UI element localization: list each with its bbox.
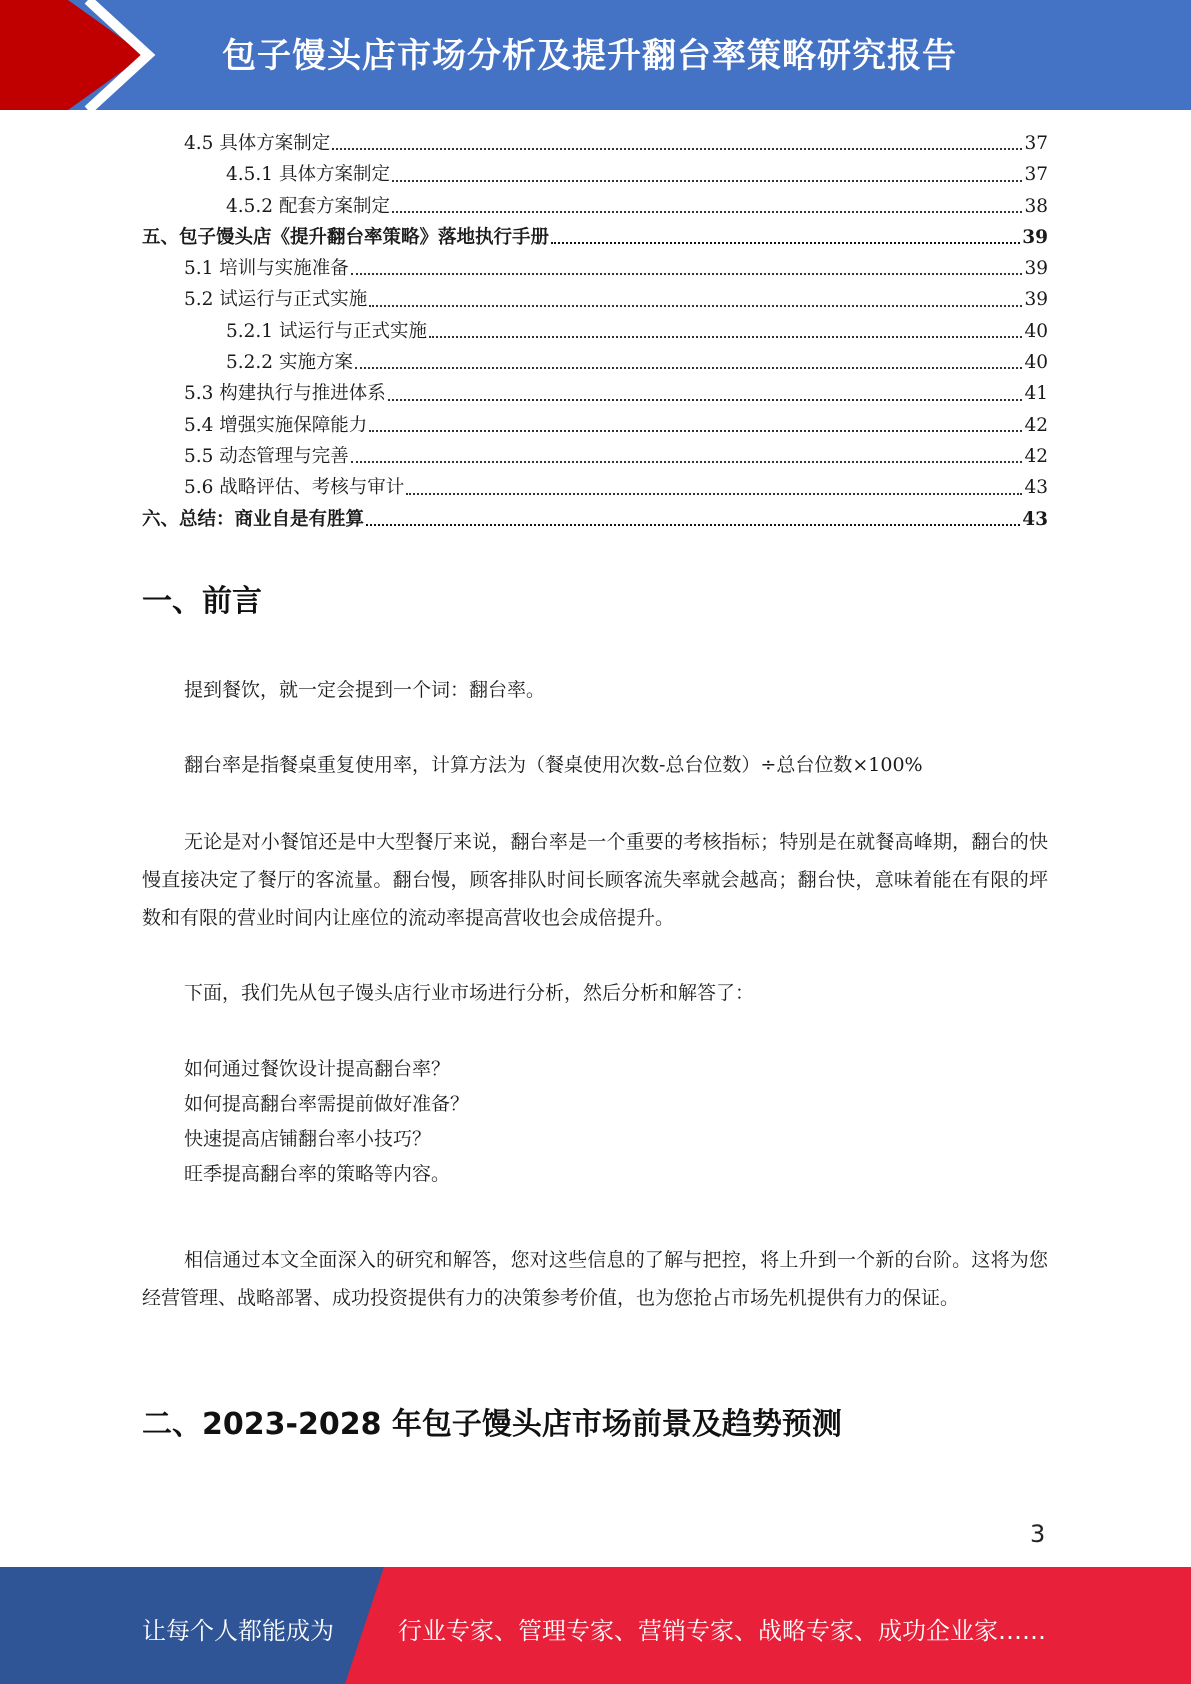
toc-entry-page: 37 — [1024, 133, 1048, 154]
footer-slogan-right: 行业专家、管理专家、营销专家、战略专家、成功企业家…… — [398, 1617, 1046, 1645]
toc-entry-label: 5.2 试运行与正式实施 — [184, 289, 368, 311]
section-heading-preface: 一、前言 — [142, 584, 262, 619]
table-of-contents — [142, 128, 1048, 535]
toc-entry-label: 4.5.2 配套方案制定 — [226, 195, 390, 217]
toc-entry[interactable] — [142, 128, 1048, 159]
paragraph: 下面，我们先从包子馒头店行业市场进行分析，然后分析和解答了： — [184, 982, 755, 1004]
toc-entry[interactable] — [142, 284, 1048, 315]
question-list — [184, 1052, 469, 1192]
toc-entry-label: 5.5 动态管理与完善 — [184, 445, 349, 467]
toc-entry-page: 39 — [1024, 258, 1048, 280]
toc-entry[interactable] — [142, 253, 1048, 284]
toc-entry-label: 4.5 具体方案制定 — [184, 133, 331, 154]
toc-dot-leader — [366, 523, 1020, 526]
paragraph: 提到餐饮，就一定会提到一个词：翻台率。 — [184, 679, 546, 701]
toc-entry[interactable] — [142, 410, 1048, 441]
toc-entry-label: 4.5.1 具体方案制定 — [226, 164, 390, 186]
toc-entry-page: 41 — [1024, 383, 1048, 405]
toc-entry-label: 5.4 增强实施保障能力 — [184, 414, 368, 436]
list-item: 如何通过餐饮设计提高翻台率？ — [184, 1058, 451, 1080]
toc-dot-leader — [369, 304, 1022, 307]
toc-entry-page: 40 — [1024, 320, 1048, 342]
toc-entry[interactable] — [142, 504, 1048, 535]
toc-entry[interactable] — [142, 191, 1048, 222]
footer-slogan-left: 让每个人都能成为 — [142, 1617, 334, 1645]
page-header — [0, 0, 1191, 110]
toc-entry[interactable] — [142, 378, 1048, 409]
toc-entry-label: 5.3 构建执行与推进体系 — [184, 383, 386, 405]
toc-dot-leader — [351, 272, 1023, 275]
header-title: 包子馒头店市场分析及提升翻台率策略研究报告 — [222, 36, 957, 76]
toc-entry-page: 43 — [1024, 477, 1048, 499]
toc-dot-leader — [392, 179, 1022, 182]
toc-entry[interactable] — [142, 472, 1048, 503]
toc-dot-leader — [351, 460, 1023, 463]
toc-entry-page: 42 — [1024, 445, 1048, 467]
toc-entry[interactable] — [142, 441, 1048, 472]
toc-dot-leader — [332, 147, 1022, 150]
toc-entry-label: 5.2.1 试运行与正式实施 — [226, 320, 427, 342]
toc-entry-label: 5.2.2 实施方案 — [226, 352, 353, 374]
list-item: 旺季提高翻台率的策略等内容。 — [184, 1163, 451, 1185]
toc-entry[interactable] — [142, 222, 1048, 253]
toc-entry-page: 42 — [1024, 414, 1048, 436]
paragraph: 无论是对小餐馆还是中大型餐厅来说，翻台率是一个重要的考核指标；特别是在就餐高峰期，翻台的快慢直接决定了餐厅的客流量。翻台慢，顾客排队时间长顾客流失率就会越高；翻台快，意味着能在有限的坪数和有限的营业时间内让座位的流动率提高营收也会成倍提升。 — [142, 831, 1048, 929]
toc-dot-leader — [429, 335, 1022, 338]
toc-entry-page: 43 — [1022, 508, 1048, 530]
toc-entry[interactable] — [142, 316, 1048, 347]
toc-dot-leader — [406, 492, 1022, 495]
toc-dot-leader — [392, 210, 1022, 213]
toc-dot-leader — [551, 241, 1020, 244]
paragraph: 相信通过本文全面深入的研究和解答，您对这些信息的了解与把控，将上升到一个新的台阶。这将为您经营管理、战略部署、成功投资提供有力的决策参考价值，也为您抢占市场先机提供有力的保证。 — [142, 1249, 1048, 1309]
section-heading-forecast: 二、2023-2028 年包子馒头店市场前景及趋势预测 — [142, 1407, 842, 1442]
toc-entry-page: 37 — [1024, 164, 1048, 186]
toc-entry-label: 5.1 培训与实施准备 — [184, 258, 349, 280]
toc-entry-label: 五、包子馒头店《提升翻台率策略》落地执行手册 — [142, 226, 550, 248]
toc-entry-label: 5.6 战略评估、考核与审计 — [184, 477, 405, 499]
toc-entry[interactable] — [142, 159, 1048, 190]
toc-entry-page: 38 — [1024, 195, 1048, 217]
toc-entry-label: 六、总结：商业自是有胜算 — [142, 508, 365, 530]
toc-dot-leader — [355, 366, 1023, 369]
list-item: 如何提高翻台率需提前做好准备？ — [184, 1093, 470, 1115]
paragraph: 翻台率是指餐桌重复使用率，计算方法为（餐桌使用次数-总台位数）÷总台位数×100% — [184, 754, 923, 776]
toc-entry[interactable] — [142, 347, 1048, 378]
list-item: 快速提高店铺翻台率小技巧？ — [184, 1128, 432, 1150]
page-number: 3 — [1030, 1520, 1046, 1548]
toc-entry-page: 39 — [1024, 289, 1048, 311]
toc-entry-page: 39 — [1022, 226, 1048, 248]
page-footer — [0, 1567, 1191, 1684]
header-red-chevron — [0, 0, 145, 110]
toc-entry-page: 40 — [1024, 352, 1048, 374]
toc-dot-leader — [369, 429, 1022, 432]
toc-dot-leader — [388, 398, 1023, 401]
